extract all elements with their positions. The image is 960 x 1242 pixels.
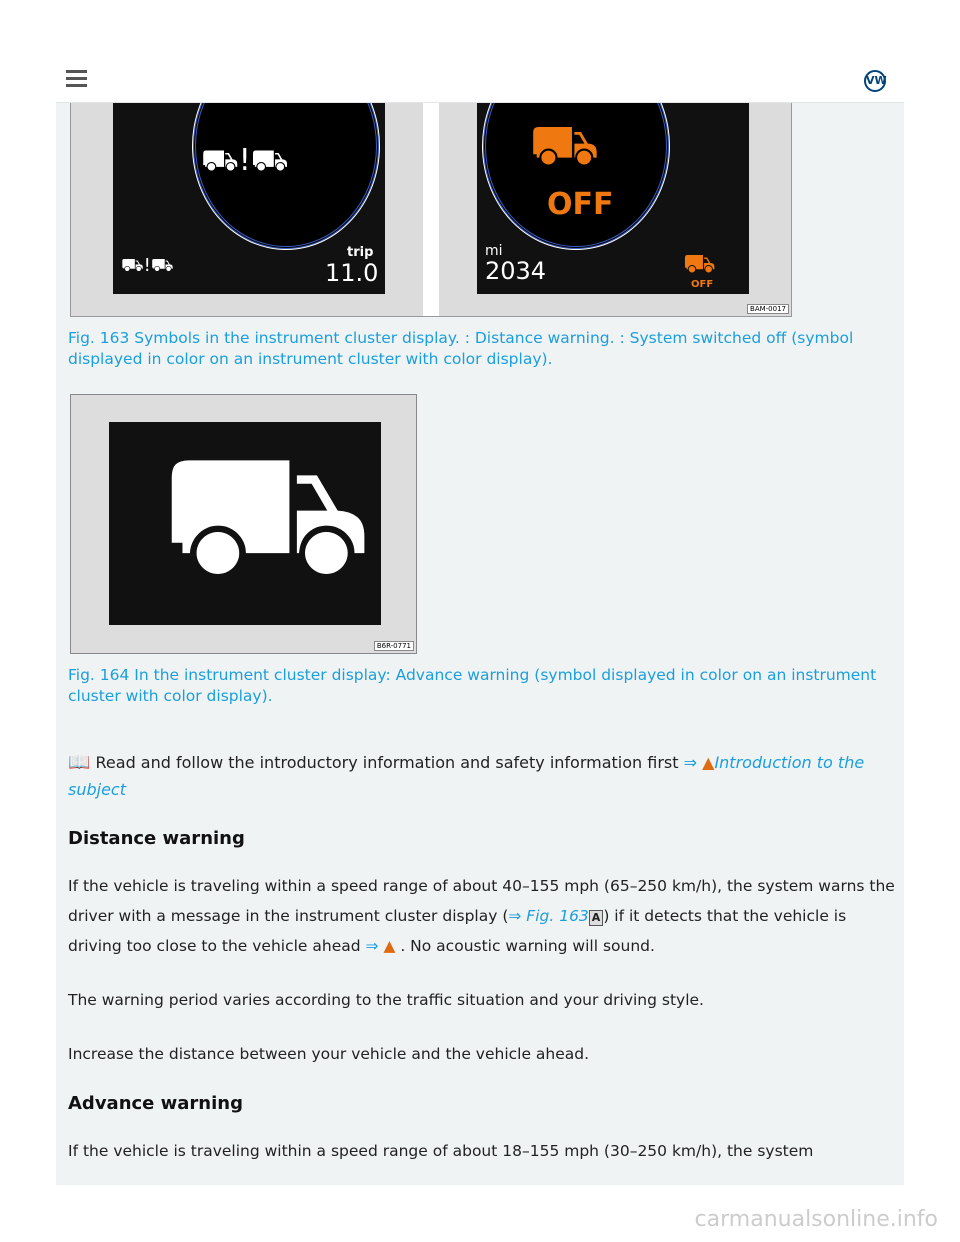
paragraph: The warning period varies according to the traffic situation and your driving style.	[68, 991, 704, 1009]
intro-link[interactable]: Introduction to the subject	[68, 753, 865, 799]
section-heading: Advance warning	[68, 1093, 243, 1114]
intro-text: Read and follow the introductory information and safety information first	[95, 753, 679, 772]
trip-value: 11.0	[325, 259, 379, 287]
figure-code: B6R-0771	[374, 641, 414, 651]
figure-163-caption: Fig. 163 Symbols in the instrument cluster display. : Distance warning. : System switched off (symbol displayed in color on an instrument cluster with color display).	[68, 329, 854, 368]
text: ) if it detects that the vehicle is driving too close to the vehicle ahead	[68, 907, 847, 955]
advance-warning-display	[109, 422, 381, 625]
distance-warning-display	[113, 103, 385, 294]
paragraph	[68, 871, 898, 961]
text: If the vehicle is traveling within a speed range of about 40–155 mph (65–250 km/h), the system warns the driver with a message in the instrument cluster display (	[68, 877, 895, 925]
content-panel	[56, 103, 904, 1185]
system-off-display	[477, 103, 749, 294]
trip-label: trip	[347, 245, 374, 260]
figure-code: BAM-0017	[747, 304, 789, 314]
book-icon: 📖	[68, 752, 91, 773]
distance-warning-small-icon: ⛟!⛟	[121, 255, 174, 276]
intro-note	[68, 749, 898, 803]
warning-triangle-icon: ▲	[702, 753, 715, 772]
mi-label: mi	[485, 243, 503, 259]
off-label: OFF	[547, 187, 614, 222]
arrow-icon[interactable]: ⇒	[365, 937, 379, 955]
section-heading: Distance warning	[68, 828, 245, 849]
off-small-label: OFF	[691, 279, 714, 290]
figure-164-caption: Fig. 164 In the instrument cluster display: Advance warning (symbol displayed in color on an instrument cluster with color display).	[68, 666, 877, 705]
front-assist-white-icon: ⛟	[159, 422, 373, 613]
figure-164	[70, 394, 417, 654]
vw-logo-icon[interactable]: VW	[864, 70, 886, 92]
mi-value: 2034	[485, 257, 547, 285]
figure-163	[70, 103, 792, 317]
callout-badge: A	[589, 910, 604, 926]
watermark: carmanualsonline.info	[694, 1207, 938, 1232]
paragraph: If the vehicle is traveling within a speed range of about 18–155 mph (30–250 km/h), the system	[68, 1142, 814, 1160]
warning-triangle-icon: ▲	[383, 937, 396, 955]
hamburger-icon[interactable]	[66, 70, 87, 91]
front-assist-small-icon: ⛟	[683, 249, 716, 279]
fig-link[interactable]: ⇒ Fig. 163	[508, 907, 589, 925]
header	[56, 56, 904, 103]
text: . No acoustic warning will sound.	[400, 937, 655, 955]
front-assist-icon: ⛟	[529, 113, 600, 178]
distance-warning-icon: ⛟!⛟	[201, 143, 289, 178]
arrow-icon: ⇒	[683, 753, 698, 772]
paragraph: Increase the distance between your vehicle and the vehicle ahead.	[68, 1045, 590, 1063]
